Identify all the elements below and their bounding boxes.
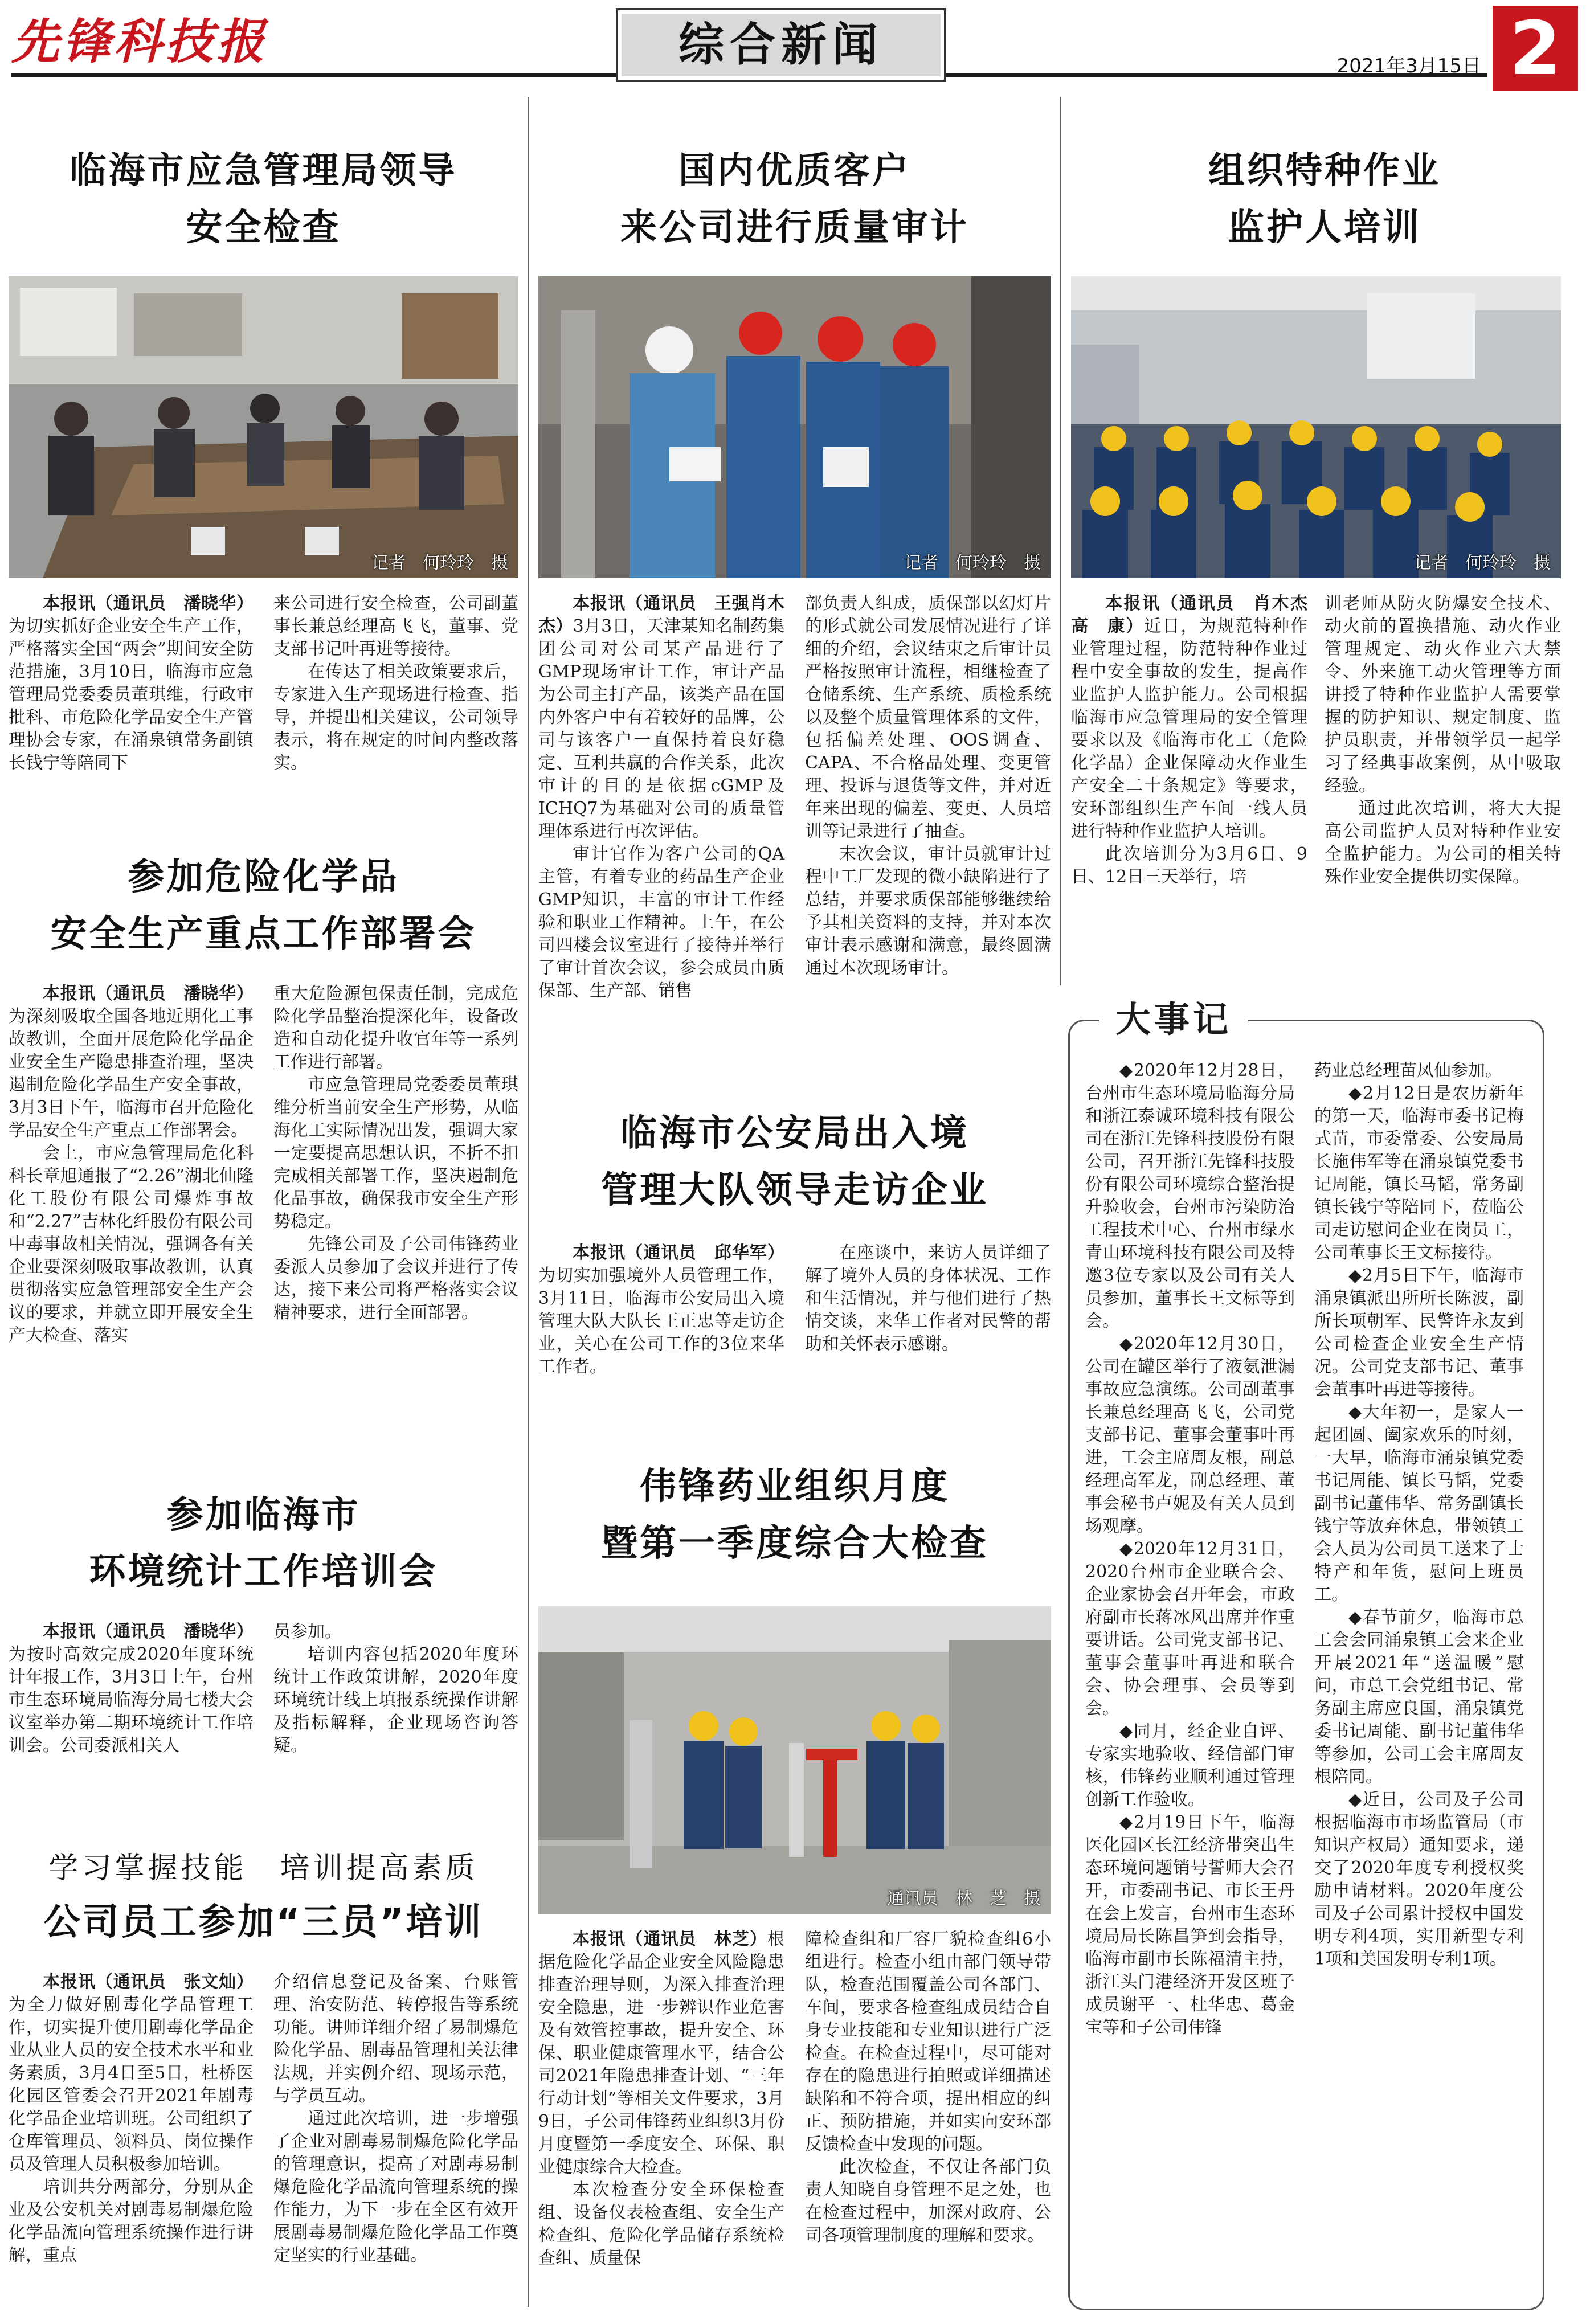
article-a1-col2 — [273, 592, 518, 809]
headline-line-1: 组织特种作业 — [1208, 150, 1441, 192]
article-text: 本次检查分安全环保检查组、设备仪表检查组、安全生产检查组、危险化学品储存系统检查组、质量保 — [538, 2180, 784, 2268]
headline-line-1: 伟锋药业组织月度 — [640, 1466, 950, 1508]
event-item: ◆同月，经企业自评、专家实地验收、经信部门审核，伟锋药业顺利通过管理创新工作验收。 — [1085, 1721, 1295, 1810]
events-title: 大事记 — [1099, 994, 1248, 1045]
article-text: 此次培训分为3月6日、9日、12日三天举行，培 — [1071, 844, 1307, 887]
article-text: 为按时高效完成2020年度环统计年报工作，3月3日上午，台州市生态环境局临海分局七楼大会议室举办第二期环境统计工作培训会。公司委派相关人 — [9, 1644, 254, 1756]
factory-audit-photo — [538, 276, 1051, 578]
article-text: 根据危险化学品企业安全风险隐患排查治理导则，为深入排查治理安全隐患，进一步辨识作业危害及有效管控事故，提升安全、环保、职业健康管理水平，结合公司2021年隐患排查计划、“三年行动计划”等相关文件要求，3月9日，子公司伟锋药业组织3月份月度暨第一季度安全、环保、职业健康综合大检查。 — [538, 1929, 784, 2177]
headline-line-2: 来公司进行质量审计 — [620, 207, 969, 249]
article-text: 障检查组和厂容厂貌检查组6小组进行。检查小组由部门领导带队，检查范围覆盖公司各部门、车间，要求各检查组成员结合自身专业技能和专业知识进行广泛检查。在检查过程中，尽可能对存在的隐患进行拍照或详细描述缺陷和不符合项，提出相应的纠正、预防措施，并如实向安环部反馈检查中发现的问题。 — [805, 1929, 1051, 2154]
article-text: 重大危险源包保责任制，完成危险化学品整治提深化年，设备改造和自动化提升收官年等一系列工作进行部署。 — [273, 984, 518, 1072]
article-b2-body — [538, 1242, 1051, 1413]
events-col-right — [1314, 1059, 1524, 2296]
article-a4-col1 — [9, 1971, 254, 2313]
headline-line-1: 国内优质客户 — [678, 150, 911, 192]
article-text: 近日，为规范特种作业管理过程，防范特种作业过程中安全事故的发生，提高作业监护人监护能力。公司根据临海市应急管理局的安全管理要求以及《临海市化工（危险化学品）企业保障动火作业生产安全二十条规定》等要求，安环部组织生产车间一线人员进行特种作业监护人培训。 — [1071, 616, 1308, 841]
article-b1-photo — [538, 276, 1051, 578]
meeting-room-photo — [9, 276, 518, 578]
article-c1-body — [1071, 592, 1561, 957]
headline-line-1: 临海市公安局出入境 — [620, 1112, 969, 1155]
article-a3-headline — [9, 1487, 518, 1601]
article-c1-headline — [1071, 142, 1578, 256]
article-text: 介绍信息登记及备案、台账管理、治安防范、转停报告等系统功能。讲师详细介绍了易制爆危险化学品、剧毒品管理相关法律法规，并实例介绍、现场示范，与学员互动。 — [273, 1972, 518, 2106]
headline-line-1: 参加临海市 — [166, 1494, 361, 1536]
masthead — [0, 0, 1590, 91]
article-text: 通过此次培训，将大大提高公司监护人员对特种作业安全监护能力。为公司的相关特殊作业安全提供切实保障。 — [1325, 799, 1561, 887]
article-b2-col2 — [805, 1242, 1051, 1413]
site-inspection-photo — [538, 1606, 1051, 1914]
column-divider-left — [528, 97, 529, 2307]
article-a4-kicker: 学习掌握技能 培训提高素质 — [48, 1851, 479, 1885]
article-text: 为深刻吸取全国各地近期化工事故教训，全面开展危险化学品企业安全生产隐患排查治理，坚决遏制危险化学品生产安全事故，3月3日下午，临海市召开危险化学品安全生产重点工作部署会。 — [9, 1006, 254, 1140]
event-item: ◆2020年12月28日，台州市生态环境局临海分局和浙江泰诚环境科技有限公司在浙江先锋科技股份有限公司，召开浙江先锋科技股份有限公司环境综合整治提升验收会，台州市污染防治工程技术中心、台州市绿水青山环境科技有限公司及特邀3位专家以及公司有关人员参加，董事长王文标等到会。 — [1085, 1061, 1295, 1331]
event-item: ◆2020年12月31日，2020台州市企业联合会、企业家协会召开年会，市政府副市长蒋冰风出席并作重要讲话。公司党支部书记、董事会董事叶再进和联合会、协会理事、会员等到会。 — [1085, 1539, 1295, 1719]
article-b1-col1 — [538, 592, 784, 1071]
page-number: 2 — [1493, 6, 1578, 91]
article-a2-body — [9, 983, 518, 1458]
byline: 本报讯（通讯员 潘晓华） — [43, 594, 254, 613]
article-a3-col2 — [273, 1621, 518, 1837]
article-a4-headline: 公司员工参加“三员”培训 — [43, 1901, 484, 1944]
byline: 本报讯（通讯员 林芝） — [573, 1929, 767, 1949]
photo-credit: 记者 何玲玲 摄 — [904, 553, 1041, 573]
section-title: 综合新闻 — [618, 10, 944, 80]
article-a4-body — [9, 1971, 518, 2313]
article-text: 培训内容包括2020年度环统计工作政策讲解，2020年度环境统计线上填报系统操作讲解及指标解释，企业现场咨询答疑。 — [273, 1644, 518, 1756]
events-list — [1085, 1059, 1524, 2296]
article-text: 此次检查，不仅让各部门负责人知晓自身管理不足之处，也在检查过程中，加深对政府、公司各项管理制度的理解和要求。 — [805, 2157, 1051, 2245]
article-text: 3月3日，天津某知名制药集团公司对公司某产品进行了GMP现场审计工作，审计产品为公司主打产品，该类产品在国内外客户中有着较好的品牌，公司与该客户一直保持着良好稳定、互利共赢的合作关系，此次审计的目的是依据cGMP及ICHQ7为基础对公司的质量管理体系进行再次评估。 — [538, 616, 784, 841]
event-item: 药业总经理苗凤仙参加。 — [1314, 1061, 1502, 1081]
event-item: ◆近日，公司及子公司根据临海市市场监管局（市知识产权局）通知要求，递交了2020年度专利授权奖励申请材料。2020年度公司及子公司累计授权中国发明专利4项，实用新型专利1项和美国发明专利1项。 — [1314, 1790, 1524, 1969]
headline-line-1: 参加危险化学品 — [128, 856, 399, 898]
article-b3-body — [538, 1928, 1051, 2313]
article-text: 来公司进行安全检查，公司副董事长兼总经理高飞飞，董事、党支部书记叶再进等接待。 — [273, 594, 518, 659]
article-text: 通过此次培训，进一步增强了企业对剧毒易制爆危险化学品的管理意识，提高了对剧毒易制爆危险化学品流向管理系统的操作能力，为下一步在全区有效开展剧毒易制爆危险化学品工作奠定坚实的行业基础。 — [273, 2109, 518, 2265]
article-b2-headline — [538, 1105, 1051, 1219]
article-b3-headline — [538, 1458, 1051, 1572]
headline-line-1: 临海市应急管理局领导 — [70, 150, 457, 192]
article-text: 末次会议，审计员就审计过程中工厂发现的微小缺陷进行了总结，并要求质保部能够继续给予其相关资料的支持，并对本次审计表示感谢和满意，最终圆满通过本次现场审计。 — [805, 844, 1051, 978]
headline-line-2: 监护人培训 — [1228, 207, 1421, 249]
training-room-photo — [1071, 276, 1561, 578]
article-a1-body — [9, 592, 518, 809]
article-c1-col2 — [1325, 592, 1561, 957]
article-text: 审计官作为客户公司的QA主管，有着专业的药品生产企业GMP知识，丰富的审计工作经验和职业工作精神。上午，在公司四楼会议室进行了接待并举行了审计首次会议，参会成员由质保部、生产部、销售 — [538, 844, 784, 1001]
article-a4-col2 — [273, 1971, 518, 2313]
article-text: 市应急管理局党委委员董琪维分析当前安全生产形势，从临海化工实际情况出发，强调大家一定要提高思想认识，不折不扣完成相关部署工作，坚决遏制危化品事故，确保我市安全生产形势稳定。 — [273, 1075, 518, 1231]
byline: 本报讯（通讯员 张文灿） — [43, 1972, 254, 1992]
event-item: ◆2月5日下午，临海市涌泉镇派出所所长陈波，副所长项朝军、民警许永友到公司检查企业安全生产情况。公司党支部书记、董事会董事叶再进等接待。 — [1314, 1266, 1524, 1400]
article-a1-col1 — [9, 592, 254, 809]
event-item: ◆大年初一，是家人一起团圆、阖家欢乐的时刻，一大早，临海市涌泉镇党委书记周能、镇长马韬，党委副书记董伟华、常务副镇长钱宁等放弃休息，带领镇工会人员为公司员工送来了士特产和年货，慰问上班员工。 — [1314, 1402, 1524, 1605]
article-b2-col1 — [538, 1242, 784, 1413]
article-text: 部负责人组成，质保部以幻灯片的形式就公司发展情况进行了详细的介绍，会议结束之后审计员严格按照审计流程，相继检查了仓储系统、生产系统、质检系统以及整个质量管理体系的文件，包括偏差处理、OOS调查、CAPA、不合格品处理、变更管理、投诉与退货等文件，并对近年来出现的偏差、变更、人员培训等记录进行了抽查。 — [805, 594, 1051, 841]
event-item: ◆春节前夕，临海市总工会会同涌泉镇工会来企业开展2021年“送温暖”慰问，市总工会党组书记、常务副主席应良国，涌泉镇党委书记周能、副书记董伟华等参加，公司工会主席周友根陪同。 — [1314, 1607, 1524, 1787]
event-item: ◆2月12日是农历新年的第一天，临海市委书记梅式苗，市委常委、公安局局长施伟军等在涌泉镇党委书记周能，镇长马韬，常务副镇长钱宁等陪同下，莅临公司走访慰问企业在岗员工，公司董事长王文标接待。 — [1314, 1083, 1524, 1263]
article-a2-headline — [9, 849, 518, 963]
article-text: 员参加。 — [273, 1622, 342, 1642]
article-a1-photo — [9, 276, 518, 578]
article-b3-col2 — [805, 1928, 1051, 2313]
article-text: 会上，市应急管理局危化科科长章旭通报了“2.26”湖北仙隆化工股份有限公司爆炸事故和“2.27”吉林化纤股份有限公司中毒事故相关情况，强调各有关企业要深刻吸取事故教训，认真贯彻落实应急管理部安全生产会议的要求，并就立即开展安全生产大检查、落实 — [9, 1143, 254, 1345]
photo-credit: 通讯员 林 芝 摄 — [887, 1889, 1041, 1909]
article-text: 先锋公司及子公司伟锋药业委派人员参加了会议并进行了传达，接下来公司将严格落实会议精神要求，进行全面部署。 — [273, 1234, 518, 1323]
article-a3-col1 — [9, 1621, 254, 1837]
article-text: 为切实加强境外人员管理工作，3月11日，临海市公安局出入境管理大队大队长王正忠等走访企业，关心在公司工作的3位来华工作者。 — [538, 1266, 784, 1377]
article-a2-col2 — [273, 983, 518, 1458]
article-text: 培训共分两部分，分别从企业及公安机关对剧毒易制爆危险化学品流向管理系统操作进行讲解，重点 — [9, 2177, 254, 2265]
headline-line-2: 暨第一季度综合大检查 — [601, 1523, 988, 1565]
byline: 本报讯（通讯员 潘晓华） — [43, 984, 254, 1004]
headline-line-2: 管理大队领导走访企业 — [601, 1169, 988, 1212]
byline: 本报讯（通讯员 肖木杰 高 康） — [1071, 594, 1325, 636]
article-b1-col2 — [805, 592, 1051, 1071]
headline-line-2: 环境统计工作培训会 — [89, 1551, 438, 1593]
article-a3-body — [9, 1621, 518, 1837]
article-c1-col1 — [1071, 592, 1325, 957]
event-item: ◆2月19日下午，临海医化园区长江经济带突出生态环境问题销号誓师大会召开，市委副书记、市长王丹在会上发言，台州市生态环境局局长陈昌笋到会指导，临海市副市长陈福清主持，浙江头门港经济开发区班子成员谢平一、杜华忠、葛金宝等和子公司伟锋 — [1085, 1812, 1295, 2037]
article-text: 训老师从防火防爆安全技术、动火前的置换措施、动火作业管理规定、动火作业六大禁令、外来施工动火管理等方面讲授了特种作业监护人需要掌握的防护知识、规定制度、监护员职责，并带领学员一起学习了经典事故案例，从中吸取经验。 — [1325, 594, 1561, 796]
byline: 本报讯（通讯员 王强肖木杰） — [538, 594, 784, 636]
paper-name-logo: 先锋科技报 — [11, 14, 268, 69]
events-col-left — [1085, 1059, 1295, 2296]
article-b3-photo — [538, 1606, 1051, 1914]
photo-credit: 记者 何玲玲 摄 — [371, 553, 508, 573]
article-a2-col1 — [9, 983, 254, 1458]
event-item: ◆2020年12月30日，公司在罐区举行了液氨泄漏事故应急演练。公司副董事长兼总经理高飞飞，公司党支部书记、董事会董事叶再进，工会主席周友根，副总经理高军龙，副总经理、董事会秘书卢妮及有关人员到场观摩。 — [1085, 1334, 1295, 1536]
article-b1-headline — [538, 142, 1051, 256]
column-divider-right — [1060, 97, 1061, 985]
byline: 本报讯（通讯员 潘晓华） — [43, 1622, 254, 1642]
issue-date: 2021年3月15日 — [1336, 55, 1481, 77]
headline-line-2: 安全生产重点工作部署会 — [50, 913, 477, 955]
article-text: 在传达了相关政策要求后，专家进入生产现场进行检查、指导，并提出相关建议，公司领导表示，将在规定的时间内整改落实。 — [273, 662, 518, 773]
article-c1-photo — [1071, 276, 1561, 578]
headline-line-2: 安全检查 — [186, 207, 341, 249]
article-text: 为切实抓好企业安全生产工作，严格落实全国“两会”期间安全防范措施，3月10日，临海市应急管理局党委委员董琪维，行政审批科、市危险化学品安全生产管理协会专家，在涌泉镇常务副镇长钱宁等陪同下 — [9, 616, 254, 773]
article-text: 在座谈中，来访人员详细了解了境外人员的身体状况、工作和生活情况，并与他们进行了热情交谈，来华工作者对民警的帮助和关怀表示感谢。 — [805, 1243, 1051, 1354]
article-a1-headline — [9, 142, 518, 256]
byline: 本报讯（通讯员 邱华军） — [573, 1243, 784, 1263]
photo-credit: 记者 何玲玲 摄 — [1414, 553, 1551, 573]
article-text: 为全力做好剧毒化学品管理工作，切实提升使用剧毒化学品企业从业人员的安全技术水平和业务素质，3月4日至5日，杜桥医化园区管委会召开2021年剧毒化学品企业培训班。公司组织了仓库管理员、领料员、岗位操作员及管理人员积极参加培训。 — [9, 1995, 254, 2174]
article-b3-col1 — [538, 1928, 784, 2313]
article-b1-body — [538, 592, 1051, 1071]
